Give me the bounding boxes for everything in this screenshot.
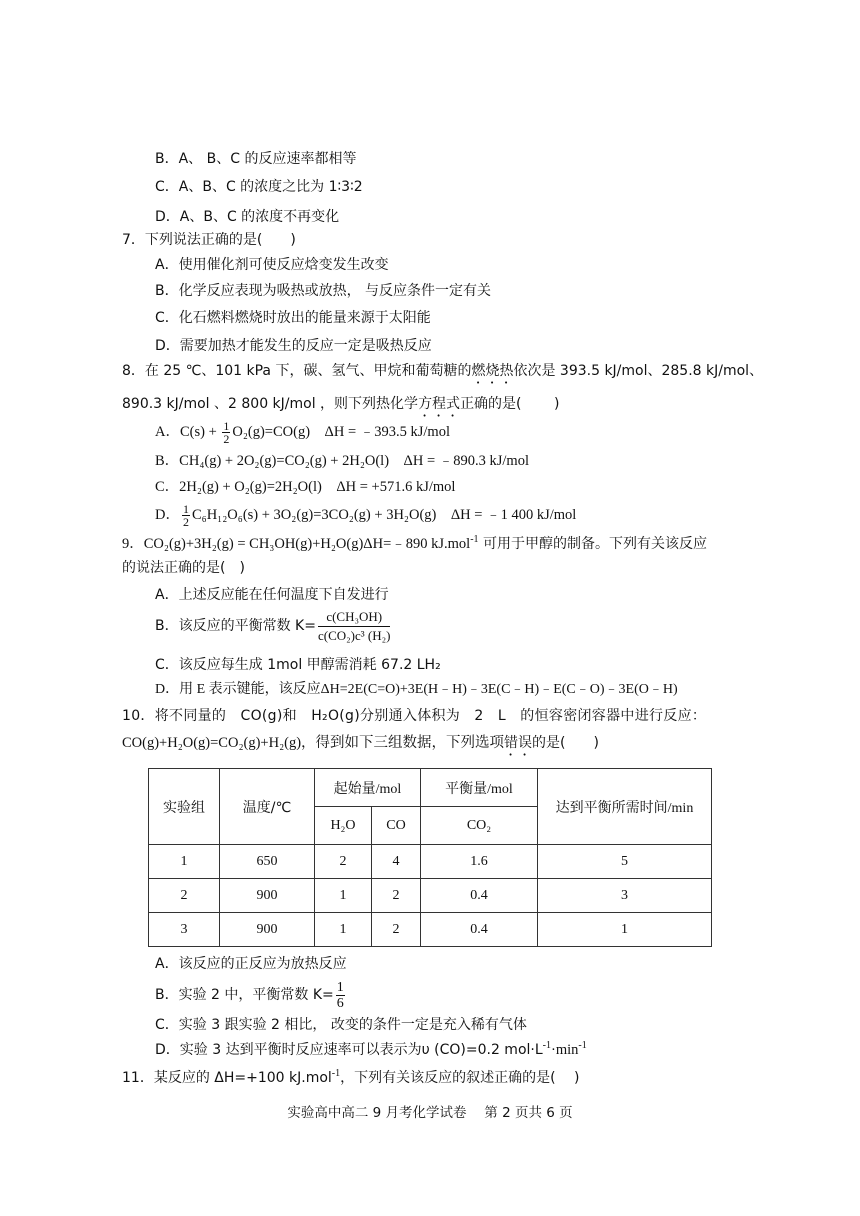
q6-option-c: C．A、B、C 的浓度之比为 1∶3∶2 bbox=[155, 179, 363, 195]
q6-option-d: D．A、B、C 的浓度不再变化 bbox=[155, 209, 340, 225]
q9-option-b-label: B．该反应的平衡常数 K= bbox=[155, 618, 316, 634]
header-temperature: 温度/℃ bbox=[220, 769, 315, 845]
q7-option-b: B．化学反应表现为吸热或放热， 与反应条件一定有关 bbox=[155, 283, 492, 299]
q9-option-a: A．上述反应能在任何温度下自发进行 bbox=[155, 587, 389, 603]
q8-stem2-part-a: 890.3 kJ/mol 、2 800 kJ/mol ，则下列热化学 bbox=[122, 396, 419, 412]
header-time: 达到平衡所需时间/min bbox=[538, 769, 712, 845]
q8-option-a-part1: A．C(s) + bbox=[155, 423, 221, 440]
q10-stem-line2 bbox=[122, 733, 599, 759]
cell-h2o: 1 bbox=[315, 913, 372, 947]
q10-stem-line1: 10．将不同量的 CO(g)和 H₂O(g)分别通入体积为 2 L 的恒容密闭容器中进行反应： bbox=[122, 708, 707, 724]
q7-option-a: A．使用催化剂可使反应焓变发生改变 bbox=[155, 257, 389, 273]
fraction-denominator: c(CO₂)c³ (H₂) bbox=[317, 628, 391, 644]
q7-option-c: C．化石燃料燃烧时放出的能量来源于太阳能 bbox=[155, 310, 431, 326]
q10-option-d-part2: ·min bbox=[551, 1042, 579, 1058]
cell-temp: 900 bbox=[220, 879, 315, 913]
fraction-numerator: 1 bbox=[223, 419, 230, 433]
q10-stem2-part-a: CO(g)+H₂O(g)=CO₂(g)+H₂(g)，得到如下三组数据，下列选项 bbox=[122, 735, 505, 751]
cell-temp: 650 bbox=[220, 845, 315, 879]
q8-stem2-emphasis: 方程式 bbox=[418, 396, 461, 412]
cell-co: 2 bbox=[372, 879, 421, 913]
q11-stem-part-b: ，下列有关该反应的叙述正确的是( ) bbox=[340, 1070, 580, 1086]
cell-time: 5 bbox=[538, 845, 712, 879]
q9-stem-line1 bbox=[122, 534, 707, 554]
q9-stem1-part-a: 9．CO₂(g)+3H₂(g) = CH₃OH(g)+H₂O(g)ΔH=﹣890 kJ.mol bbox=[122, 536, 471, 552]
cell-h2o: 1 bbox=[315, 879, 372, 913]
half-fraction bbox=[182, 503, 190, 528]
fraction-numerator: 1 bbox=[182, 502, 189, 516]
header-equilibrium-amount: 平衡量/mol bbox=[421, 769, 538, 807]
header-co: CO bbox=[372, 807, 421, 845]
table-row bbox=[149, 845, 712, 879]
q10-stem2-emphasis: 错误 bbox=[504, 735, 533, 751]
header-start-amount: 起始量/mol bbox=[315, 769, 421, 807]
q9-option-c: C．该反应每生成 1mol 甲醇需消耗 67.2 LH₂ bbox=[155, 657, 441, 673]
cell-h2o: 2 bbox=[315, 845, 372, 879]
q10-option-d-sup1: -1 bbox=[542, 1040, 551, 1052]
cell-co2: 0.4 bbox=[421, 879, 538, 913]
q10-option-c: C．实验 3 跟实验 2 相比， 改变的条件一定是充入稀有气体 bbox=[155, 1017, 527, 1033]
q11-stem bbox=[122, 1068, 580, 1088]
q11-stem-part-a: 11．某反应的 ΔH=+100 kJ.mol bbox=[122, 1070, 332, 1086]
q8-option-c: C．2H₂(g) + O₂(g)=2H₂O(l) ΔH = +571.6 kJ/mol bbox=[155, 479, 456, 495]
q8-stem-line1 bbox=[122, 361, 763, 387]
q7-option-d: D．需要加热才能发生的反应一定是吸热反应 bbox=[155, 338, 432, 354]
cell-temp: 900 bbox=[220, 913, 315, 947]
q8-option-d bbox=[155, 503, 576, 528]
table-row bbox=[149, 913, 712, 947]
q9-option-b bbox=[155, 603, 390, 649]
q9-stem-line2: 的说法正确的是( ) bbox=[122, 560, 245, 576]
q9-stem1-part-b: 可用于甲醇的制备。下列有关该反应 bbox=[478, 536, 707, 552]
q10-stem2-part-b: 的是( ) bbox=[532, 735, 599, 751]
cell-group: 1 bbox=[149, 845, 220, 879]
cell-group: 2 bbox=[149, 879, 220, 913]
q6-option-b: B．A、 B、C 的反应速率都相等 bbox=[155, 151, 357, 167]
q10-option-b bbox=[155, 978, 347, 1012]
fraction-numerator: 1 bbox=[336, 980, 344, 996]
fraction-numerator: c(CH₃OH) bbox=[318, 608, 391, 627]
cell-co: 2 bbox=[372, 913, 421, 947]
cell-co2: 1.6 bbox=[421, 845, 538, 879]
fraction-denominator: 2 bbox=[223, 432, 230, 446]
q8-option-d-part1: D． bbox=[155, 506, 180, 523]
cell-co: 4 bbox=[372, 845, 421, 879]
cell-group: 3 bbox=[149, 913, 220, 947]
header-co2: CO₂ bbox=[421, 807, 538, 845]
header-h2o: H₂O bbox=[315, 807, 372, 845]
q8-option-a-part2: O₂(g)=CO(g) ΔH = ﹣393.5 kJ/mol bbox=[232, 423, 450, 440]
q10-option-a: A．该反应的正反应为放热反应 bbox=[155, 956, 347, 972]
q9-stem1-sup: -1 bbox=[470, 534, 479, 546]
fraction-denominator: 2 bbox=[182, 515, 189, 529]
equilibrium-constant-fraction bbox=[318, 608, 391, 645]
q8-stem1-emphasis: 燃烧热 bbox=[471, 363, 514, 379]
q10-option-b-label: B．实验 2 中，平衡常数 K= bbox=[155, 987, 334, 1003]
cell-time: 1 bbox=[538, 913, 712, 947]
q11-stem-sup: -1 bbox=[331, 1068, 341, 1080]
fraction-denominator: 6 bbox=[336, 996, 344, 1012]
q9-option-d: D．用 E 表示键能，该反应ΔH=2E(C=O)+3E(H﹣H)﹣3E(C﹣H)﹣E(C﹣O)﹣3E(O﹣H) bbox=[155, 682, 678, 697]
q8-option-a bbox=[155, 420, 450, 445]
q10-option-d-sup2: -1 bbox=[578, 1040, 587, 1052]
q8-option-b: B．CH₄(g) + 2O₂(g)=CO₂(g) + 2H₂O(l) ΔH = ﹣890.3 kJ/mol bbox=[155, 453, 529, 469]
cell-co2: 0.4 bbox=[421, 913, 538, 947]
page-footer: 实验高中高二 9 月考化学试卷 第 2 页共 6 页 bbox=[287, 1105, 573, 1121]
q7-stem: 7．下列说法正确的是( ) bbox=[122, 232, 296, 248]
header-group: 实验组 bbox=[149, 769, 220, 845]
half-fraction bbox=[222, 420, 230, 445]
q8-stem1-part-b: 依次是 393.5 kJ/mol、285.8 kJ/mol、 bbox=[513, 363, 764, 379]
one-sixth-fraction bbox=[336, 980, 345, 1011]
q8-stem1-part-a: 8．在 25 ℃、101 kPa 下，碳、氢气、甲烷和葡萄糖的 bbox=[122, 363, 472, 379]
q8-stem-line2 bbox=[122, 394, 559, 420]
q10-option-d bbox=[155, 1040, 587, 1060]
table-row bbox=[149, 879, 712, 913]
q8-option-d-part2: C₆H₁₂O₆(s) + 3O₂(g)=3CO₂(g) + 3H₂O(g) ΔH = ﹣1 400 kJ/mol bbox=[191, 506, 577, 523]
experiment-data-table bbox=[148, 768, 712, 947]
cell-time: 3 bbox=[538, 879, 712, 913]
q8-stem2-part-b: 正确的是( ) bbox=[460, 396, 560, 412]
q10-option-d-part1: D．实验 3 达到平衡时反应速率可以表示为υ (CO)=0.2 mol·L bbox=[155, 1042, 543, 1058]
